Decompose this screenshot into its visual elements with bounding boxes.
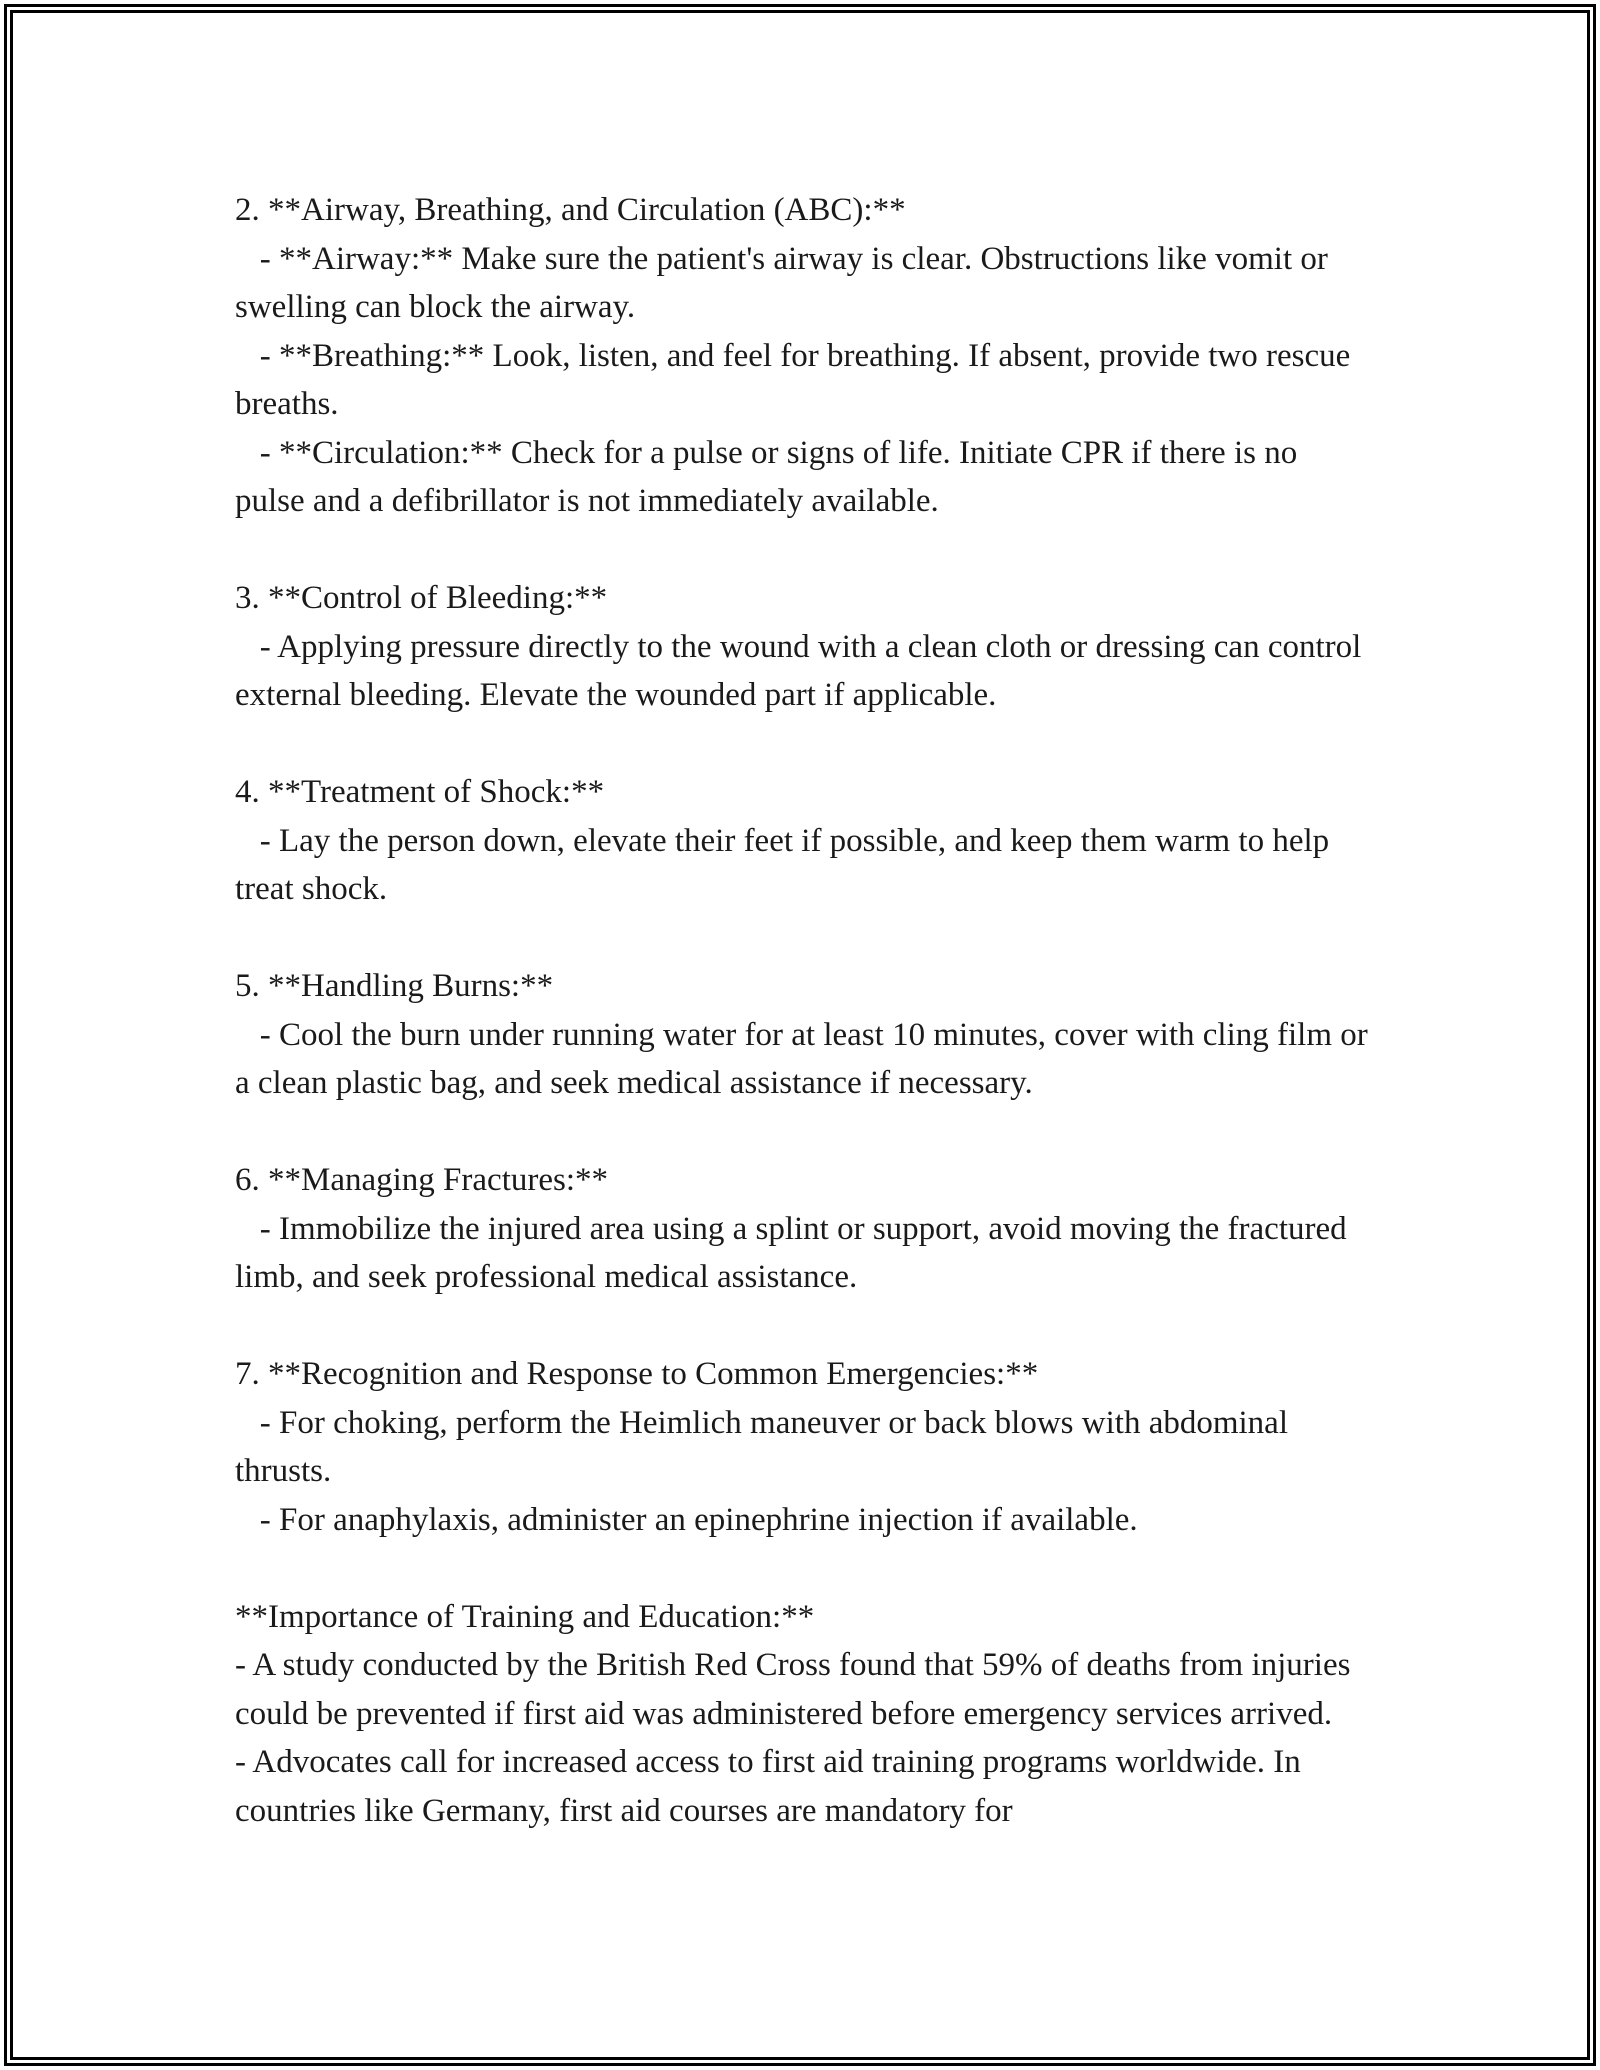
section-fractures: [235, 1156, 1375, 1302]
section-heading: **Importance of Training and Education:**: [235, 1598, 815, 1635]
bullet-pressure: - Applying pressure directly to the wound with a clean cloth or dressing can control external bleeding. Elevate the wounded part if applicable.: [235, 628, 1370, 713]
section-spacer: [235, 1108, 1375, 1157]
bullet-anaphylaxis: - For anaphylaxis, administer an epinephrine injection if available.: [235, 1501, 1138, 1538]
bullet-choking: - For choking, perform the Heimlich maneuver or back blows with abdominal thrusts.: [235, 1404, 1297, 1489]
bullet-red-cross-study: - A study conducted by the British Red Cross found that 59% of deaths from injuries could be prevented if first aid was administered before emergency services arrived.: [235, 1647, 1359, 1732]
section-spacer: [235, 526, 1375, 575]
bullet-circulation: - **Circulation:** Check for a pulse or signs of life. Initiate CPR if there is no pulse and a defibrillator is not immediately available.: [235, 434, 1306, 519]
section-heading: 7. **Recognition and Response to Common Emergencies:**: [235, 1356, 1039, 1392]
section-abc: [235, 186, 1375, 526]
section-spacer: [235, 914, 1375, 963]
bullet-airway: - **Airway:** Make sure the patient's airway is clear. Obstructions like vomit or swelling can block the airway.: [235, 240, 1337, 325]
section-shock: [235, 768, 1375, 914]
bullet-breathing: - **Breathing:** Look, listen, and feel for breathing. If absent, provide two rescue breaths.: [235, 337, 1359, 422]
section-heading: 6. **Managing Fractures:**: [235, 1162, 609, 1198]
section-burns: [235, 962, 1375, 1108]
bullet-lay-down: - Lay the person down, elevate their feet if possible, and keep them warm to help treat shock.: [235, 822, 1338, 907]
section-bleeding: [235, 574, 1375, 720]
bullet-advocates: - Advocates call for increased access to first aid training programs worldwide. In countries like Germany, first aid courses are mandatory for: [235, 1744, 1309, 1829]
section-spacer: [235, 1544, 1375, 1593]
bullet-cool-burn: - Cool the burn under running water for at least 10 minutes, cover with cling film or a clean plastic bag, and seek medical assistance if necessary.: [235, 1016, 1376, 1101]
section-spacer: [235, 720, 1375, 769]
section-heading: 4. **Treatment of Shock:**: [235, 774, 605, 810]
section-training: [235, 1593, 1375, 1836]
section-emergencies: [235, 1350, 1375, 1544]
document-body: [235, 186, 1375, 1835]
section-heading: 3. **Control of Bleeding:**: [235, 580, 608, 616]
section-heading: 5. **Handling Burns:**: [235, 968, 554, 1004]
bullet-immobilize: - Immobilize the injured area using a splint or support, avoid moving the fractured limb, and seek professional medical assistance.: [235, 1210, 1355, 1295]
section-heading: 2. **Airway, Breathing, and Circulation (ABC):**: [235, 192, 906, 228]
section-spacer: [235, 1302, 1375, 1351]
